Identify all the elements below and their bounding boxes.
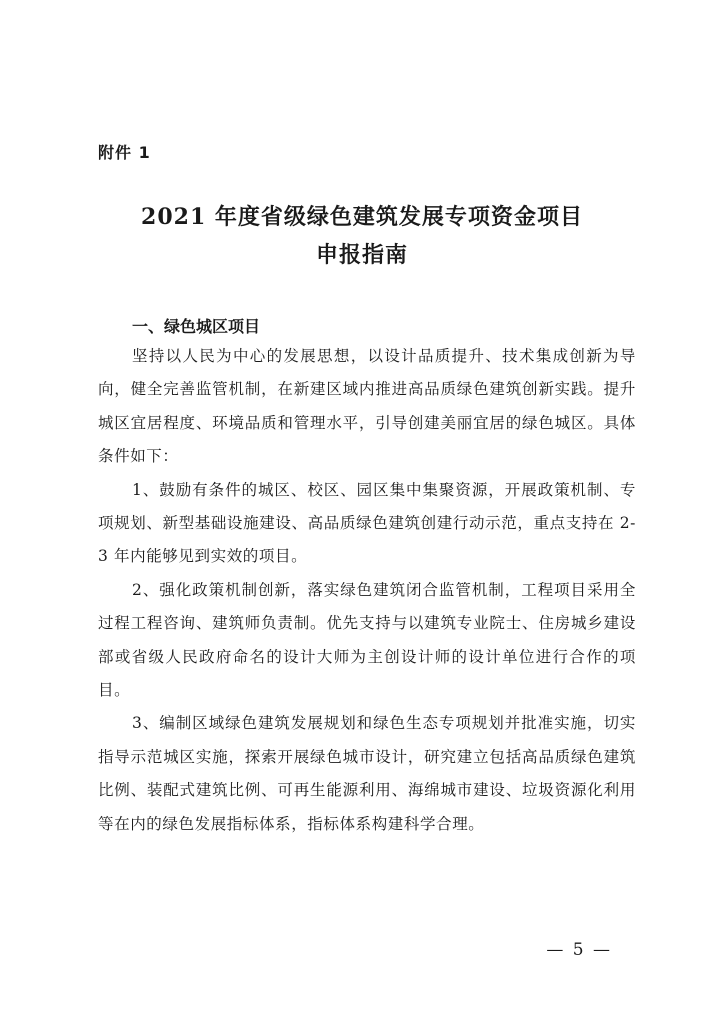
section-heading: 一、绿色城区项目	[132, 317, 261, 336]
attachment-label: 附件 1	[98, 143, 151, 162]
paragraph-item-3: 3、编制区域绿色建筑发展规划和绿色生态专项规划并批准实施，切实指导示范城区实施，探索开展绿色城市设计，研究建立包括高品质绿色建筑比例、装配式建筑比例、可再生能源利用、海绵城市建设、垃圾资源化利用等在内的绿色发展指标体系，指标体系构建科学合理。	[98, 714, 636, 833]
document-title-line-1: 2021 年度省级绿色建筑发展专项资金项目	[141, 204, 583, 230]
page-number: — 5 —	[546, 940, 612, 960]
paragraph-intro: 坚持以人民为中心的发展思想，以设计品质提升、技术集成创新为导向，健全完善监管机制，在新建区域内推进高品质绿色建筑创新实践。提升城区宜居程度、环境品质和管理水平，引导创建美丽宜居的绿色城区。具体条件如下：	[98, 347, 636, 466]
paragraph-item-1: 1、鼓励有条件的城区、校区、园区集中集聚资源，开展政策机制、专项规划、新型基础设施建设、高品质绿色建筑创建行动示范，重点支持在 2-3 年内能够见到实效的项目。	[98, 480, 636, 566]
document-title-line-2: 申报指南	[315, 242, 408, 268]
document-body	[98, 340, 636, 841]
paragraph-item-2: 2、强化政策机制创新，落实绿色建筑闭合监管机制，工程项目采用全过程工程咨询、建筑师负责制。优先支持与以建筑专业院士、住房城乡建设部或省级人民政府命名的设计大师为主创设计师的设计单位进行合作的项目。	[98, 580, 636, 700]
